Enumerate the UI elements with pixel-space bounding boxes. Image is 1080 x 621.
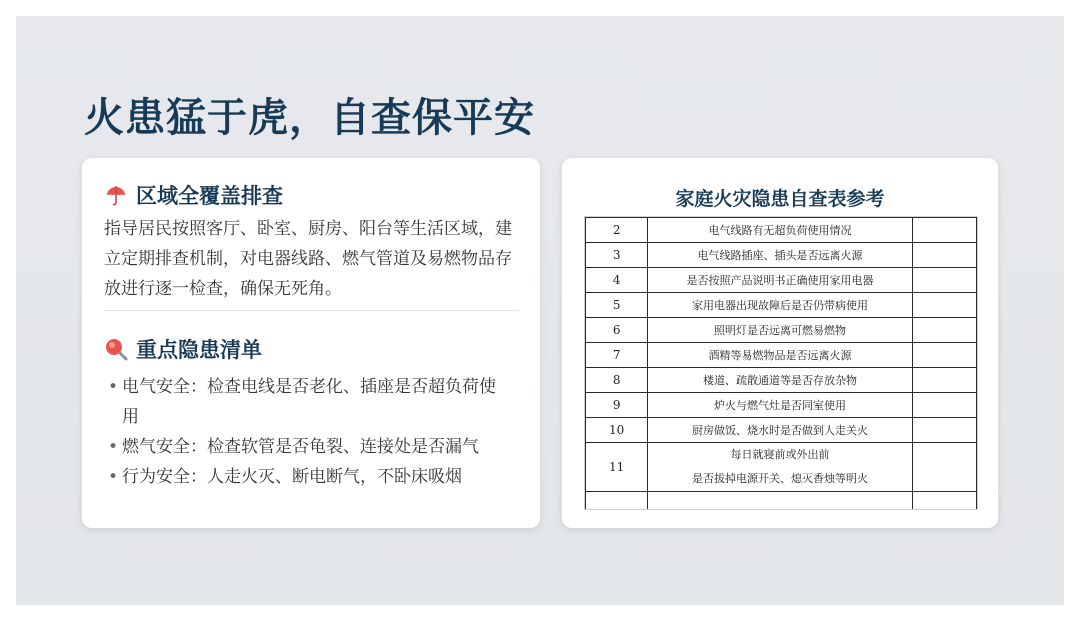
row-item-line: 是否拔掉电源开关、熄灭香烛等明火 [691,472,868,485]
section-heading: 区域全覆盖排查 [136,184,283,208]
checklist-card [562,158,998,528]
row-check-cell [912,418,976,443]
list-item: • 燃气安全：检查软管是否龟裂、连接处是否漏气 [108,432,508,462]
row-check-cell [912,243,976,268]
section-area-coverage [104,180,283,210]
row-number [586,492,648,511]
row-item: 楼道、疏散通道等是否存放杂物 [648,368,912,393]
row-check-cell [912,318,976,343]
list-item: • 行为安全：人走火灭、断电断气，不卧床吸烟 [108,462,508,492]
table-row [586,293,977,318]
row-check-cell [912,293,976,318]
table-row [586,393,977,418]
row-item: 电气线路插座、插头是否远离火源 [648,243,912,268]
list-item: • 电气安全：检查电线是否老化、插座是否超负荷使用 [108,372,508,432]
section-paragraph: 指导居民按照客厅、卧室、厨房、阳台等生活区域，建立定期排查机制，对电器线路、燃气管道及易燃物品存放进行逐一检查，确保无死角。 [104,219,512,299]
section-key-hazards [104,334,262,364]
row-check-cell [912,218,976,243]
row-item: 是否按照产品说明书正确使用家用电器 [648,268,912,293]
row-check-cell [912,368,976,393]
table-row [586,492,977,511]
row-number: 8 [586,368,648,393]
row-number: 4 [586,268,648,293]
row-number: 3 [586,243,648,268]
row-item: 家用电器出现故障后是否仍带病使用 [648,293,912,318]
row-number: 5 [586,293,648,318]
section-heading: 重点隐患清单 [136,338,262,362]
row-item: 电气线路有无超负荷使用情况 [648,218,912,243]
table-row [586,418,977,443]
divider [104,310,518,311]
row-item [648,443,912,492]
table-row [586,268,977,293]
magnifier-icon [104,337,128,361]
row-number: 11 [586,443,648,492]
row-number: 6 [586,318,648,343]
row-item: 酒精等易燃物品是否远离火源 [648,343,912,368]
checklist-table-image [584,216,978,510]
info-card [82,158,540,528]
table-row [586,368,977,393]
page-title: 火患猛于虎，自查保平安 [84,95,535,141]
row-item-line: 每日就寝前或外出前 [730,448,830,461]
row-number: 7 [586,343,648,368]
hazard-list [108,372,508,492]
row-number: 2 [586,218,648,243]
row-item: 厨房做饭、烧水时是否做到人走关火 [648,418,912,443]
umbrella-icon [104,183,128,207]
row-check-cell [912,443,976,492]
row-item: 炉火与燃气灶是否同室使用 [648,393,912,418]
table-row [586,243,977,268]
row-number: 9 [586,393,648,418]
checklist-table [585,217,977,510]
table-row [586,443,977,492]
row-number: 10 [586,418,648,443]
row-check-cell [912,343,976,368]
row-check-cell [912,393,976,418]
row-check-cell [912,268,976,293]
slide [16,16,1064,605]
row-item: 照明灯是否远离可燃易燃物 [648,318,912,343]
row-item [648,492,912,511]
table-row [586,318,977,343]
row-check-cell [912,492,976,511]
table-row [586,218,977,243]
checklist-title: 家庭火灾隐患自查表参考 [675,188,885,210]
table-row [586,343,977,368]
